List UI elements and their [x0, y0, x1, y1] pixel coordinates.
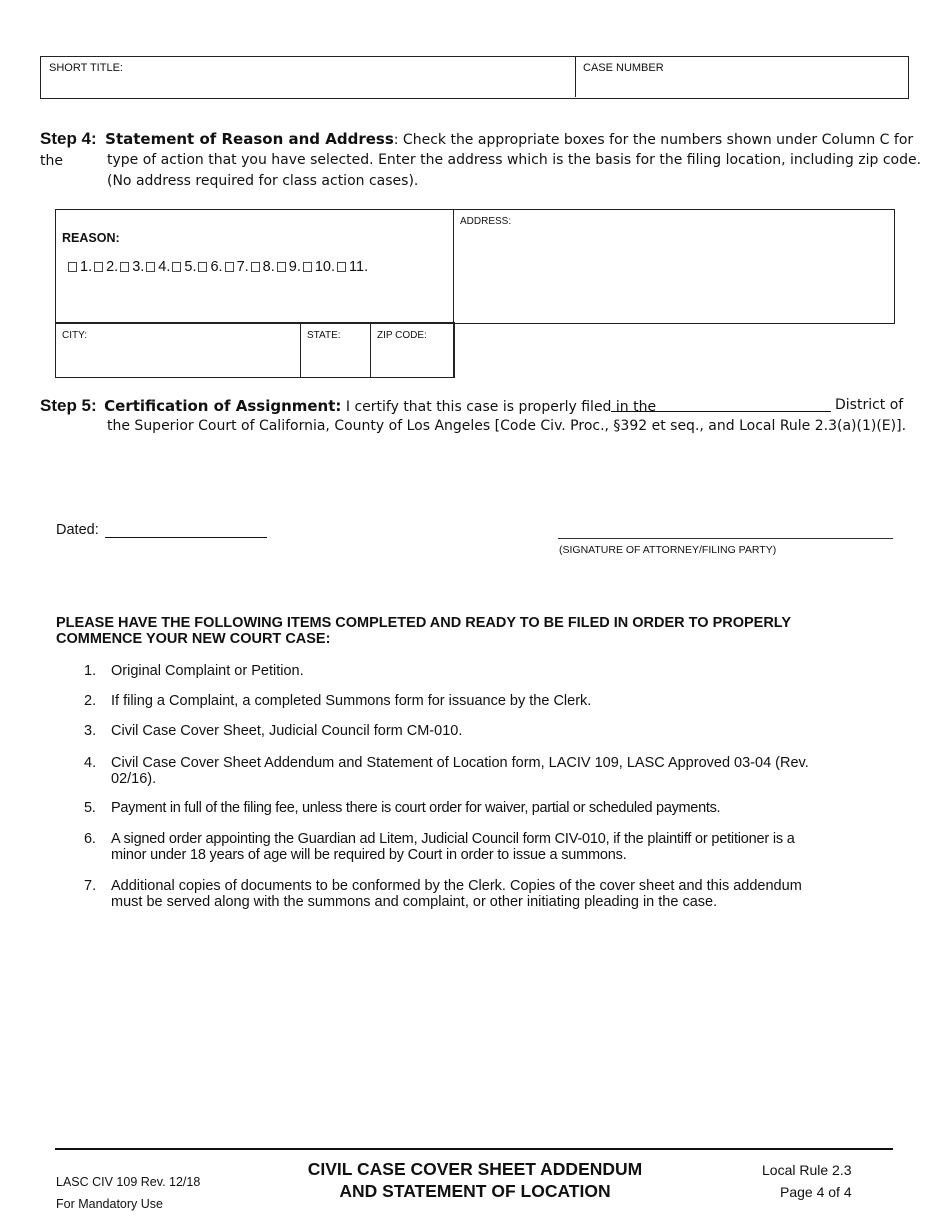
step5-text-before: I certify that this case is properly filed in the	[341, 399, 657, 415]
reason-option[interactable]	[146, 259, 170, 275]
list-item-line1: A signed order appointing the Guardian ad Litem, Judicial Council form CIV-010, if the plaintiff or petitioner is a	[111, 831, 795, 847]
reason-option[interactable]	[303, 259, 335, 275]
footer-rule	[55, 1148, 893, 1150]
reason-checkbox[interactable]	[277, 262, 286, 272]
list-item-text	[111, 755, 871, 787]
zip-field[interactable]	[372, 324, 452, 376]
footer-local-rule: Local Rule 2.3	[762, 1162, 852, 1178]
step5-section	[40, 395, 920, 418]
list-item-line2: 02/16).	[111, 771, 157, 787]
step5-label: Step 5:	[40, 396, 97, 415]
reason-label: REASON:	[62, 231, 120, 245]
list-item-line1: If filing a Complaint, a completed Summons form for issuance by the Clerk.	[111, 693, 592, 709]
reason-option-label: 6.	[210, 259, 223, 275]
step4-text-line2: type of action that you have selected. Enter the address which is the basis for the filing location, including zip code.	[107, 152, 922, 168]
city-field[interactable]	[57, 324, 299, 376]
reason-checkbox[interactable]	[68, 262, 77, 272]
step4-title: Statement of Reason and Address	[105, 130, 394, 148]
list-item-text	[111, 663, 871, 679]
header-divider	[575, 57, 576, 97]
footer-page-number: Page 4 of 4	[780, 1184, 852, 1200]
instructions-heading-line1: PLEASE HAVE THE FOLLOWING ITEMS COMPLETED AND READY TO BE FILED IN ORDER TO PROPERLY	[56, 615, 791, 631]
reason-checkbox[interactable]	[198, 262, 207, 272]
list-item-number: 5.	[84, 800, 96, 816]
short-title-label: SHORT TITLE:	[49, 62, 123, 74]
short-title-field[interactable]	[41, 57, 575, 97]
list-item-number: 6.	[84, 831, 96, 847]
district-blank-line[interactable]	[611, 411, 831, 412]
list-item-text	[111, 723, 871, 739]
list-item-number: 2.	[84, 693, 97, 709]
signature-caption: (SIGNATURE OF ATTORNEY/FILING PARTY)	[559, 544, 777, 556]
address-field[interactable]	[455, 211, 892, 321]
reason-option[interactable]	[225, 259, 249, 275]
step5-text-after: District of	[835, 397, 904, 413]
reason-option-label: 10.	[314, 259, 336, 275]
case-number-field[interactable]	[577, 57, 907, 97]
reason-option-label: 7.	[236, 259, 249, 275]
reason-option[interactable]	[251, 259, 275, 275]
list-item-number: 1.	[84, 663, 97, 679]
reason-option[interactable]	[198, 259, 222, 275]
step4-label: Step 4:	[40, 129, 97, 148]
reason-option[interactable]	[337, 259, 368, 275]
list-item-number: 7.	[84, 878, 97, 894]
reason-checkbox[interactable]	[146, 262, 155, 272]
list-item-line1: Civil Case Cover Sheet, Judicial Council form CM-010.	[111, 723, 463, 739]
state-label: STATE:	[307, 330, 341, 341]
footer-title-line1: CIVIL CASE COVER SHEET ADDENDUM	[307, 1159, 643, 1179]
list-item-text	[111, 831, 871, 863]
list-item-line2: minor under 18 years of age will be required by Court in order to issue a summons.	[111, 847, 627, 863]
reason-checkbox[interactable]	[120, 262, 129, 272]
instructions-heading-line2: COMMENCE YOUR NEW COURT CASE:	[56, 631, 331, 647]
reason-option-label: 3.	[132, 259, 145, 275]
reason-checkbox[interactable]	[251, 262, 260, 272]
instructions-heading	[56, 615, 916, 647]
reason-checkbox[interactable]	[172, 262, 181, 272]
dated-blank-line[interactable]	[105, 537, 267, 538]
footer-mandatory: For Mandatory Use	[56, 1197, 163, 1211]
zip-label: ZIP CODE:	[377, 330, 427, 341]
footer-title-line2: AND STATEMENT OF LOCATION	[339, 1181, 611, 1201]
step5-title: Certification of Assignment:	[104, 397, 342, 415]
reason-checkbox[interactable]	[225, 262, 234, 272]
reason-option[interactable]	[120, 259, 144, 275]
list-item-line1: Original Complaint or Petition.	[111, 663, 304, 679]
footer-title	[270, 1158, 680, 1202]
reason-option-label: 9.	[288, 259, 301, 275]
step4-text-line1: : Check the appropriate boxes for the numbers shown under Column C for the	[40, 132, 914, 169]
reason-checkbox[interactable]	[303, 262, 312, 272]
header-box	[40, 56, 909, 99]
reason-option[interactable]	[172, 259, 196, 275]
list-item-number: 4.	[84, 755, 97, 771]
reason-checkbox[interactable]	[337, 262, 346, 272]
reason-cell	[57, 211, 451, 321]
reason-option[interactable]	[68, 259, 92, 275]
state-zip-divider	[370, 322, 371, 378]
state-field[interactable]	[302, 324, 369, 376]
list-item-text	[111, 693, 871, 709]
reason-option-label: 1.	[80, 259, 93, 275]
case-number-label: CASE NUMBER	[583, 62, 664, 74]
reason-option-label: 11.	[349, 259, 369, 275]
reason-options	[68, 259, 370, 275]
address-label: ADDRESS:	[460, 216, 512, 227]
reason-option-label: 4.	[158, 259, 171, 275]
reason-option-label: 8.	[262, 259, 275, 275]
reason-checkbox[interactable]	[94, 262, 103, 272]
reason-option[interactable]	[94, 259, 118, 275]
reason-option[interactable]	[277, 259, 301, 275]
step5-text-line2: the Superior Court of California, County of Los Angeles [Code Civ. Proc., §392 et seq., and Local Rule 2.3(a)(1)(E)].	[107, 418, 907, 434]
step4-text-line3: (No address required for class action cases).	[107, 173, 419, 189]
footer-form-number: LASC CIV 109 Rev. 12/18	[56, 1175, 201, 1189]
list-item-number: 3.	[84, 723, 97, 739]
list-item-text	[111, 878, 871, 910]
reason-option-label: 5.	[184, 259, 197, 275]
signature-line[interactable]	[558, 538, 893, 539]
dated-label: Dated:	[56, 522, 99, 538]
list-item-text	[111, 800, 871, 816]
city-label: CITY:	[62, 330, 88, 341]
list-item-line2: must be served along with the summons and complaint, or other initiating pleading in the case.	[111, 894, 718, 910]
list-item-line1: Additional copies of documents to be conformed by the Clerk. Copies of the cover sheet and this addendum	[111, 878, 802, 894]
reason-option-label: 2.	[106, 259, 119, 275]
list-item-line1: Civil Case Cover Sheet Addendum and Statement of Location form, LACIV 109, LASC Approved 03-04 (Rev.	[111, 755, 809, 771]
city-state-divider	[300, 322, 301, 378]
list-item-line1: Payment in full of the filing fee, unless there is court order for waiver, partial or scheduled payments.	[111, 800, 721, 816]
